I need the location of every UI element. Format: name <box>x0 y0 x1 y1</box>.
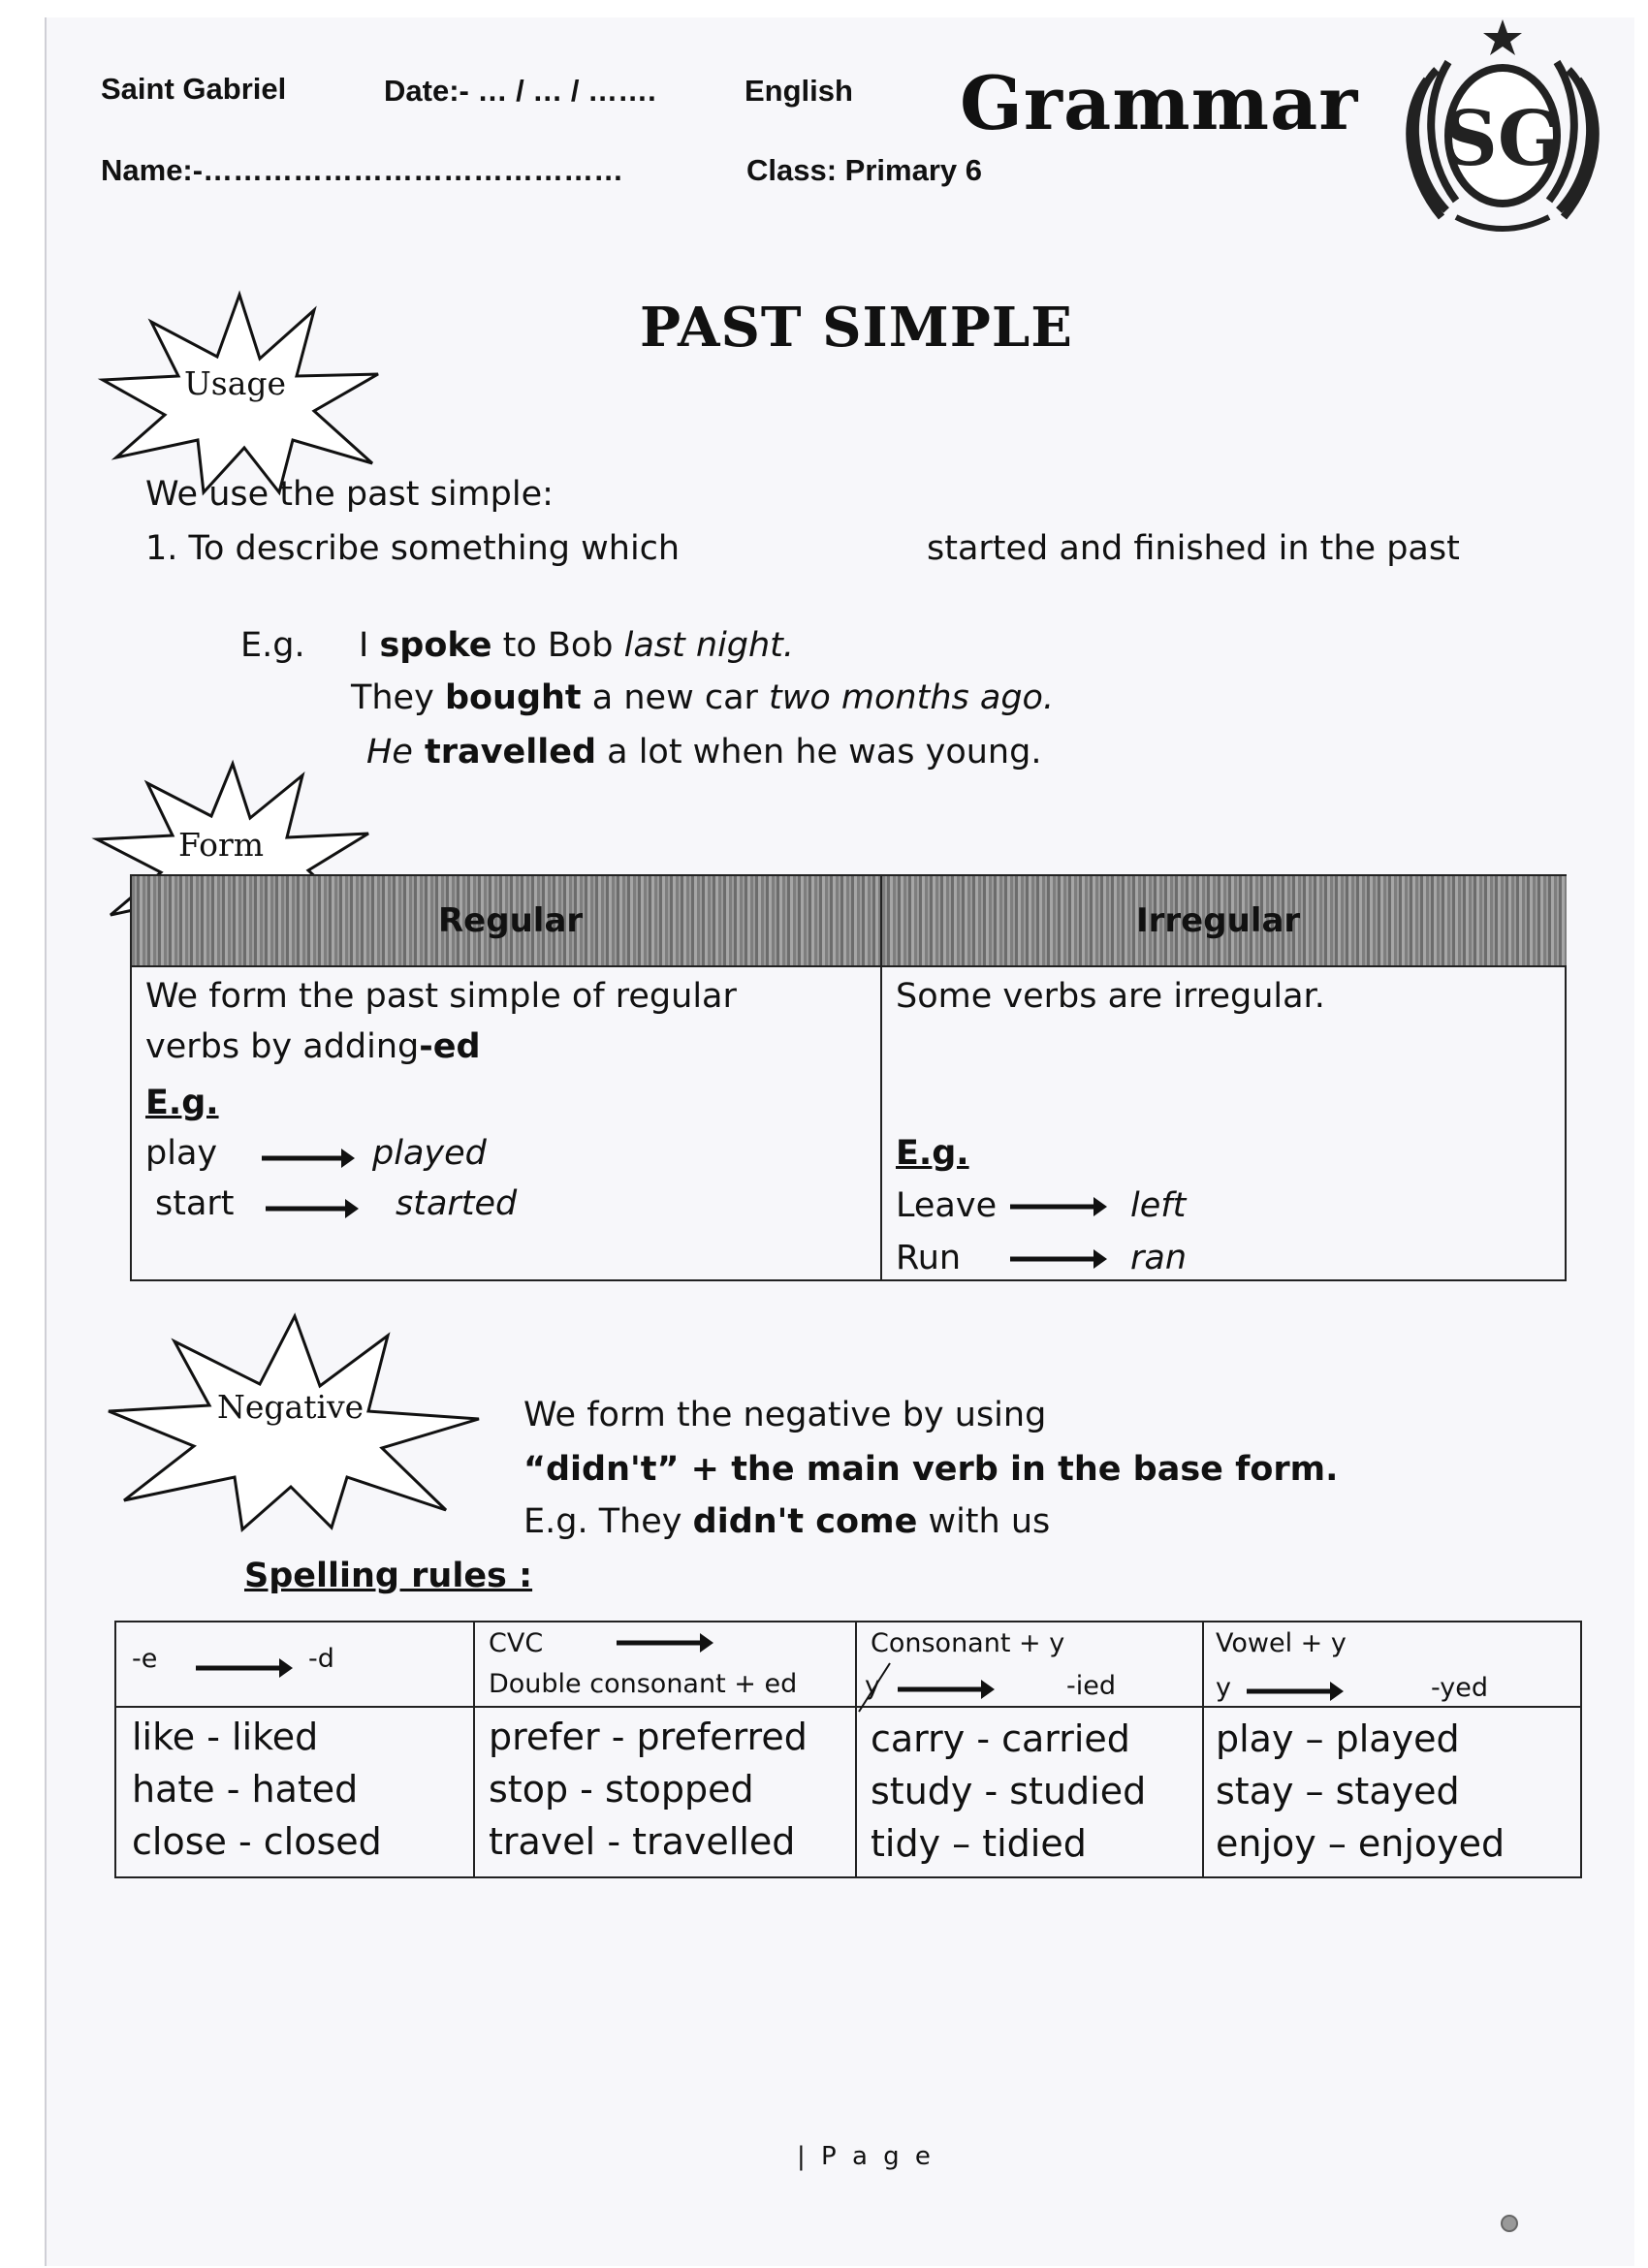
irregular-header: Irregular <box>1136 901 1301 940</box>
regular-example-2-past: started <box>396 1184 518 1223</box>
usage-example-1: I spoke to Bob last night. <box>359 626 795 665</box>
form-table-divider <box>880 876 882 1279</box>
school-logo <box>1388 12 1617 240</box>
rule-e-to: -d <box>308 1644 334 1674</box>
rule-consonant-y-example-2: study - studied <box>871 1770 1147 1812</box>
rule-cvc-example-2: stop - stopped <box>489 1768 754 1811</box>
arrow-icon <box>615 1628 715 1657</box>
negative-example: E.g. They didn't come with us <box>523 1502 1051 1541</box>
usage-example-2: They bought a new car two months ago. <box>351 678 1055 717</box>
arrow-icon <box>264 1194 361 1223</box>
usage-intro: We use the past simple: <box>145 475 554 514</box>
irregular-example-2-base: Run <box>896 1239 962 1277</box>
regular-header: Regular <box>438 901 584 940</box>
rule-consonant-y-example-3: tidy – tidied <box>871 1822 1087 1865</box>
regular-example-1-past: played <box>372 1134 487 1173</box>
regular-text-1: We form the past simple of regular <box>145 977 737 1016</box>
arrow-icon <box>1008 1192 1109 1221</box>
grammar-heading: Grammar <box>960 60 1359 146</box>
rule-vowel-y-example-3: enjoy – enjoyed <box>1216 1822 1505 1865</box>
spelling-rules-title: Spelling rules : <box>244 1557 533 1595</box>
irregular-text: Some verbs are irregular. <box>896 977 1325 1016</box>
arrow-icon <box>896 1675 997 1704</box>
rule-vowel-y-example-1: play – played <box>1216 1717 1460 1760</box>
subject-label: English <box>745 74 853 108</box>
usage-point-b: started and finished in the past <box>927 529 1460 568</box>
rule-vowel-y-from: y <box>1216 1673 1231 1703</box>
regular-example-2-base: start <box>155 1184 235 1223</box>
regular-eg-label: E.g. <box>145 1084 219 1122</box>
rule-e-example-2: hate - hated <box>132 1768 359 1811</box>
page-footer: | P a g e <box>797 2142 935 2171</box>
rule-cvc-example-3: travel - travelled <box>489 1820 796 1863</box>
page-title: PAST SIMPLE <box>640 296 1073 360</box>
svg-text:SG: SG <box>1442 95 1563 183</box>
rule-cvc-label: CVC <box>489 1628 544 1658</box>
irregular-example-2-past: ran <box>1130 1239 1188 1277</box>
form-label: Form <box>178 826 265 864</box>
cross-out-mark <box>853 1659 896 1717</box>
arrow-icon <box>194 1654 295 1683</box>
rule-e-example-1: like - liked <box>132 1716 319 1758</box>
rule-e-from: -e <box>132 1644 158 1674</box>
rule-consonant-y-from: y <box>865 1671 880 1701</box>
negative-line-1: We form the negative by using <box>523 1396 1047 1434</box>
regular-text-2: verbs by adding-ed <box>145 1027 481 1066</box>
rule-cvc-result: Double consonant + ed <box>489 1669 798 1699</box>
spelling-table-divider <box>473 1622 475 1876</box>
rule-consonant-y-label: Consonant + y <box>871 1628 1065 1658</box>
regular-header-cell <box>132 876 880 967</box>
scan-dot <box>1501 2215 1518 2232</box>
irregular-eg-label: E.g. <box>896 1134 969 1173</box>
rule-e-example-3: close - closed <box>132 1820 382 1863</box>
rule-consonant-y-example-1: carry - carried <box>871 1717 1130 1760</box>
usage-example-3: He travelled a lot when he was young. <box>366 733 1042 772</box>
arrow-icon <box>260 1144 357 1173</box>
spelling-table-divider <box>1202 1622 1204 1876</box>
negative-line-2: “didn't” + the main verb in the base form. <box>523 1450 1339 1489</box>
irregular-example-1-past: left <box>1130 1186 1187 1225</box>
arrow-icon <box>1245 1677 1346 1706</box>
irregular-example-1-base: Leave <box>896 1186 998 1225</box>
usage-point-a: 1. To describe something which <box>145 529 681 568</box>
rule-cvc-example-1: prefer - preferred <box>489 1716 808 1758</box>
name-field: Name:-…………………………………… <box>101 153 624 187</box>
regular-example-1-base: play <box>145 1134 218 1173</box>
rule-consonant-y-to: -ied <box>1066 1671 1116 1701</box>
class-label: Class: Primary 6 <box>746 153 982 187</box>
irregular-header-cell <box>882 876 1567 967</box>
negative-label: Negative <box>217 1388 364 1426</box>
date-field: Date:- … / … / ……. <box>384 74 656 108</box>
usage-eg-label: E.g. <box>240 626 305 665</box>
arrow-icon <box>1008 1244 1109 1274</box>
spelling-table-header-line <box>116 1706 1580 1708</box>
rule-vowel-y-example-2: stay – stayed <box>1216 1770 1460 1812</box>
rule-vowel-y-label: Vowel + y <box>1216 1628 1347 1658</box>
rule-vowel-y-to: -yed <box>1431 1673 1488 1703</box>
school-name: Saint Gabriel <box>101 72 287 106</box>
usage-label: Usage <box>184 364 287 402</box>
